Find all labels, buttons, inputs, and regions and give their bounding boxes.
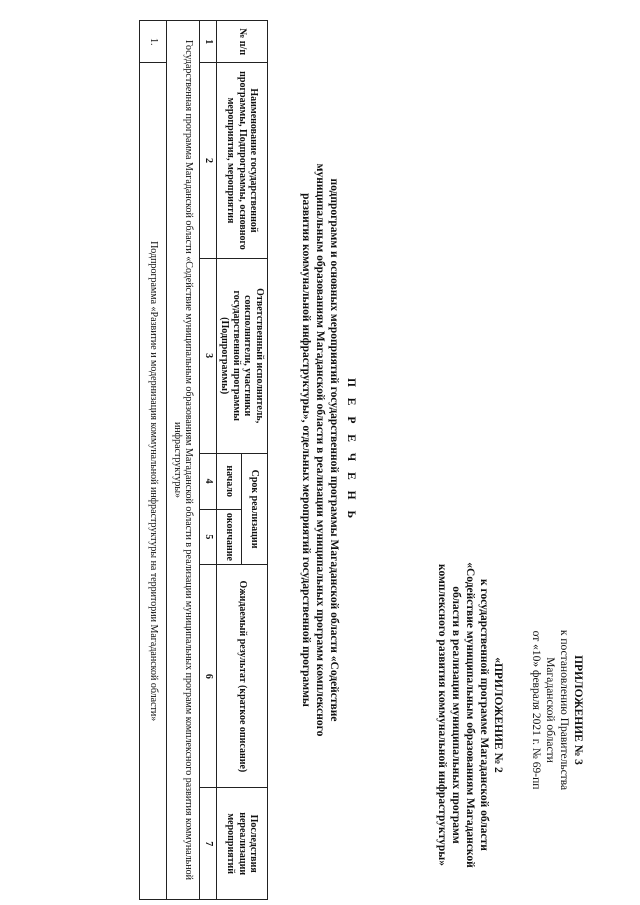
col-number: 2 xyxy=(200,63,217,258)
subprogram-row: Подпрограмма «Развитие и модернизация коммунальной инфраструктуры на территории Магаданской области» xyxy=(140,63,167,900)
appendix2-text: к государственной программе Магаданской области «Содействие муниципальным образованиям Магаданской области в реализации муниципальных программ комплексного развития коммунальной инфраструктуры» xyxy=(436,562,490,868)
subprogram-num: 1. xyxy=(140,21,167,63)
header-start: начало xyxy=(217,453,243,509)
table-column-numbers xyxy=(200,21,217,900)
col-number: 7 xyxy=(200,788,217,900)
appendix-header xyxy=(529,560,585,860)
document-subtitle: подпрограмм и основных мероприятий государственной программы Магаданской области «Содействие муниципальным образованиям Магаданской области в реализации муниципальных программ комплексного развития коммунальной инфраструктуры», отдельных мероприятий государственной программы xyxy=(300,163,340,737)
appendix-line1: к постановлению Правительства xyxy=(558,629,570,791)
col-number: 3 xyxy=(200,258,217,453)
table-row xyxy=(167,21,200,900)
header-period: Срок реализации xyxy=(242,453,268,565)
appendix-line3: от «10» февраля 2021 г. № 69-пп xyxy=(530,630,542,790)
header-num: № п/п xyxy=(217,21,268,63)
header-result: Ожидаемый результат (краткое описание) xyxy=(217,565,268,788)
col-number: 5 xyxy=(200,509,217,565)
program-row: Государственная программа Магаданской области «Содействие муниципальным образованиям Магаданской области в реализации муниципальных программ комплексного развития коммунальной инфраструктуры» xyxy=(167,21,200,900)
appendix-line2: Магаданской области xyxy=(544,657,556,763)
measures-table xyxy=(139,20,268,900)
document-heading: П Е Р Е Ч Е Н Ь xyxy=(345,377,357,523)
table-header-row xyxy=(242,21,268,900)
appendix2-header xyxy=(435,560,505,870)
col-number: 1 xyxy=(200,21,217,63)
header-consequences: Последствия нереализации мероприятий xyxy=(217,788,268,900)
col-number: 4 xyxy=(200,453,217,509)
header-end: окончание xyxy=(217,509,243,565)
col-number: 6 xyxy=(200,565,217,788)
header-responsible: Ответственный исполнитель, соисполнители, участники государственной программы (Подпрограммы) xyxy=(217,258,268,453)
table-row xyxy=(140,21,167,900)
appendix2-title: «ПРИЛОЖЕНИЕ № 2 xyxy=(492,657,504,773)
header-name: Наименование государственной программы, Подпрограммы, основного мероприятия, мероприятия xyxy=(217,63,268,258)
document-title xyxy=(299,150,358,750)
appendix-title: ПРИЛОЖЕНИЕ № 3 xyxy=(572,655,584,765)
